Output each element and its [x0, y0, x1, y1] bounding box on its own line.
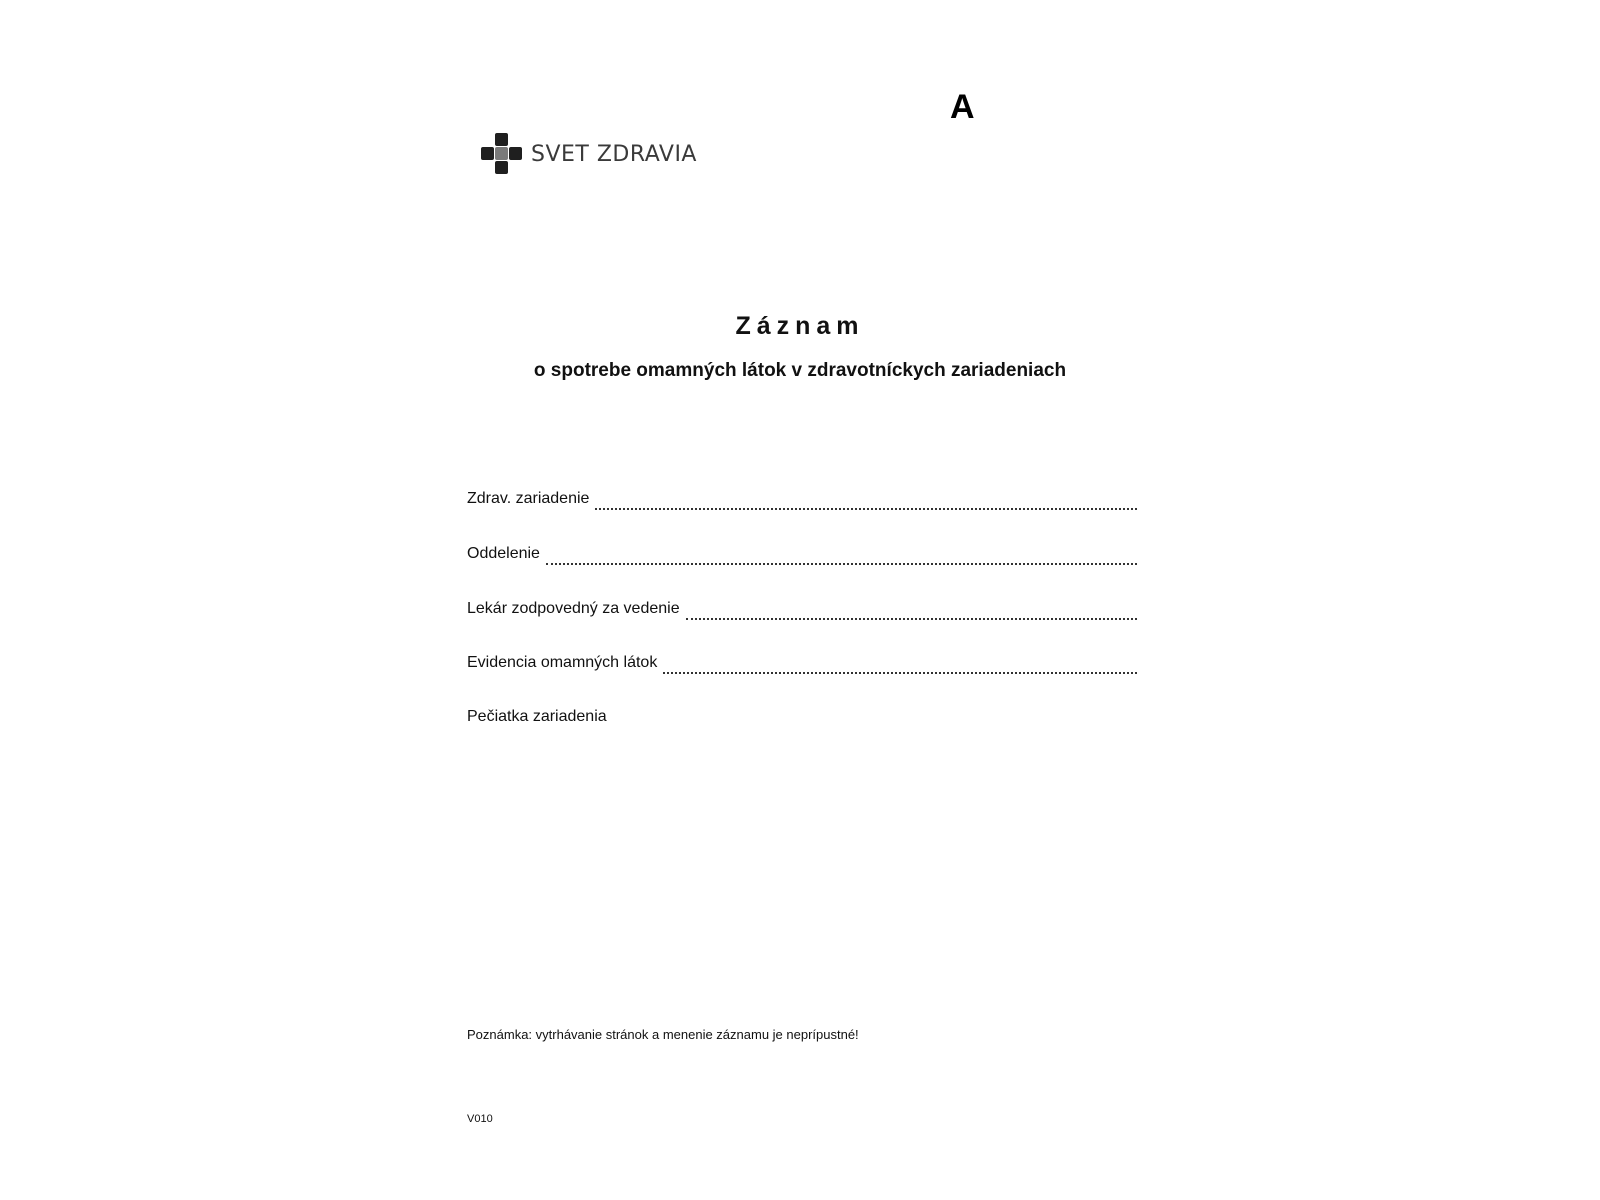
field-label-facility: Zdrav. zariadenie: [467, 490, 590, 507]
field-responsible-doctor[interactable]: [467, 600, 1137, 624]
logo-square-bottom: [495, 161, 508, 174]
footer-note: Poznámka: vytrhávanie stránok a menenie záznamu je neprípustné!: [467, 1027, 859, 1042]
logo-square-right: [509, 147, 522, 160]
field-fill-line-facility[interactable]: [595, 506, 1137, 510]
document-title: Záznam: [735, 312, 865, 340]
stamp-label: Pečiatka zariadenia: [467, 708, 607, 725]
field-fill-line-department[interactable]: [546, 561, 1137, 565]
field-fill-line-narcotics-registry[interactable]: [663, 670, 1137, 674]
logo-square-left: [481, 147, 494, 160]
field-label-narcotics-registry: Evidencia omamných látok: [467, 654, 658, 671]
form-code: V010: [467, 1113, 493, 1125]
logo-square-top: [495, 133, 508, 146]
logo-square-center: [495, 147, 508, 160]
brand-logo: [481, 133, 697, 175]
field-narcotics-registry[interactable]: [467, 654, 1137, 678]
field-label-responsible-doctor: Lekár zodpovedný za vedenie: [467, 600, 680, 617]
field-stamp: [467, 708, 1137, 732]
field-department[interactable]: [467, 545, 1137, 569]
document-subtitle: o spotrebe omamných látok v zdravotníckych zariadeniach: [533, 360, 1067, 381]
field-fill-line-responsible-doctor[interactable]: [686, 616, 1137, 620]
field-label-department: Oddelenie: [467, 545, 540, 562]
field-facility[interactable]: [467, 490, 1137, 514]
brand-name: SVET ZDRAVIA: [531, 141, 697, 167]
cross-logo-icon: [481, 133, 523, 175]
form-variant-letter: A: [950, 88, 975, 126]
